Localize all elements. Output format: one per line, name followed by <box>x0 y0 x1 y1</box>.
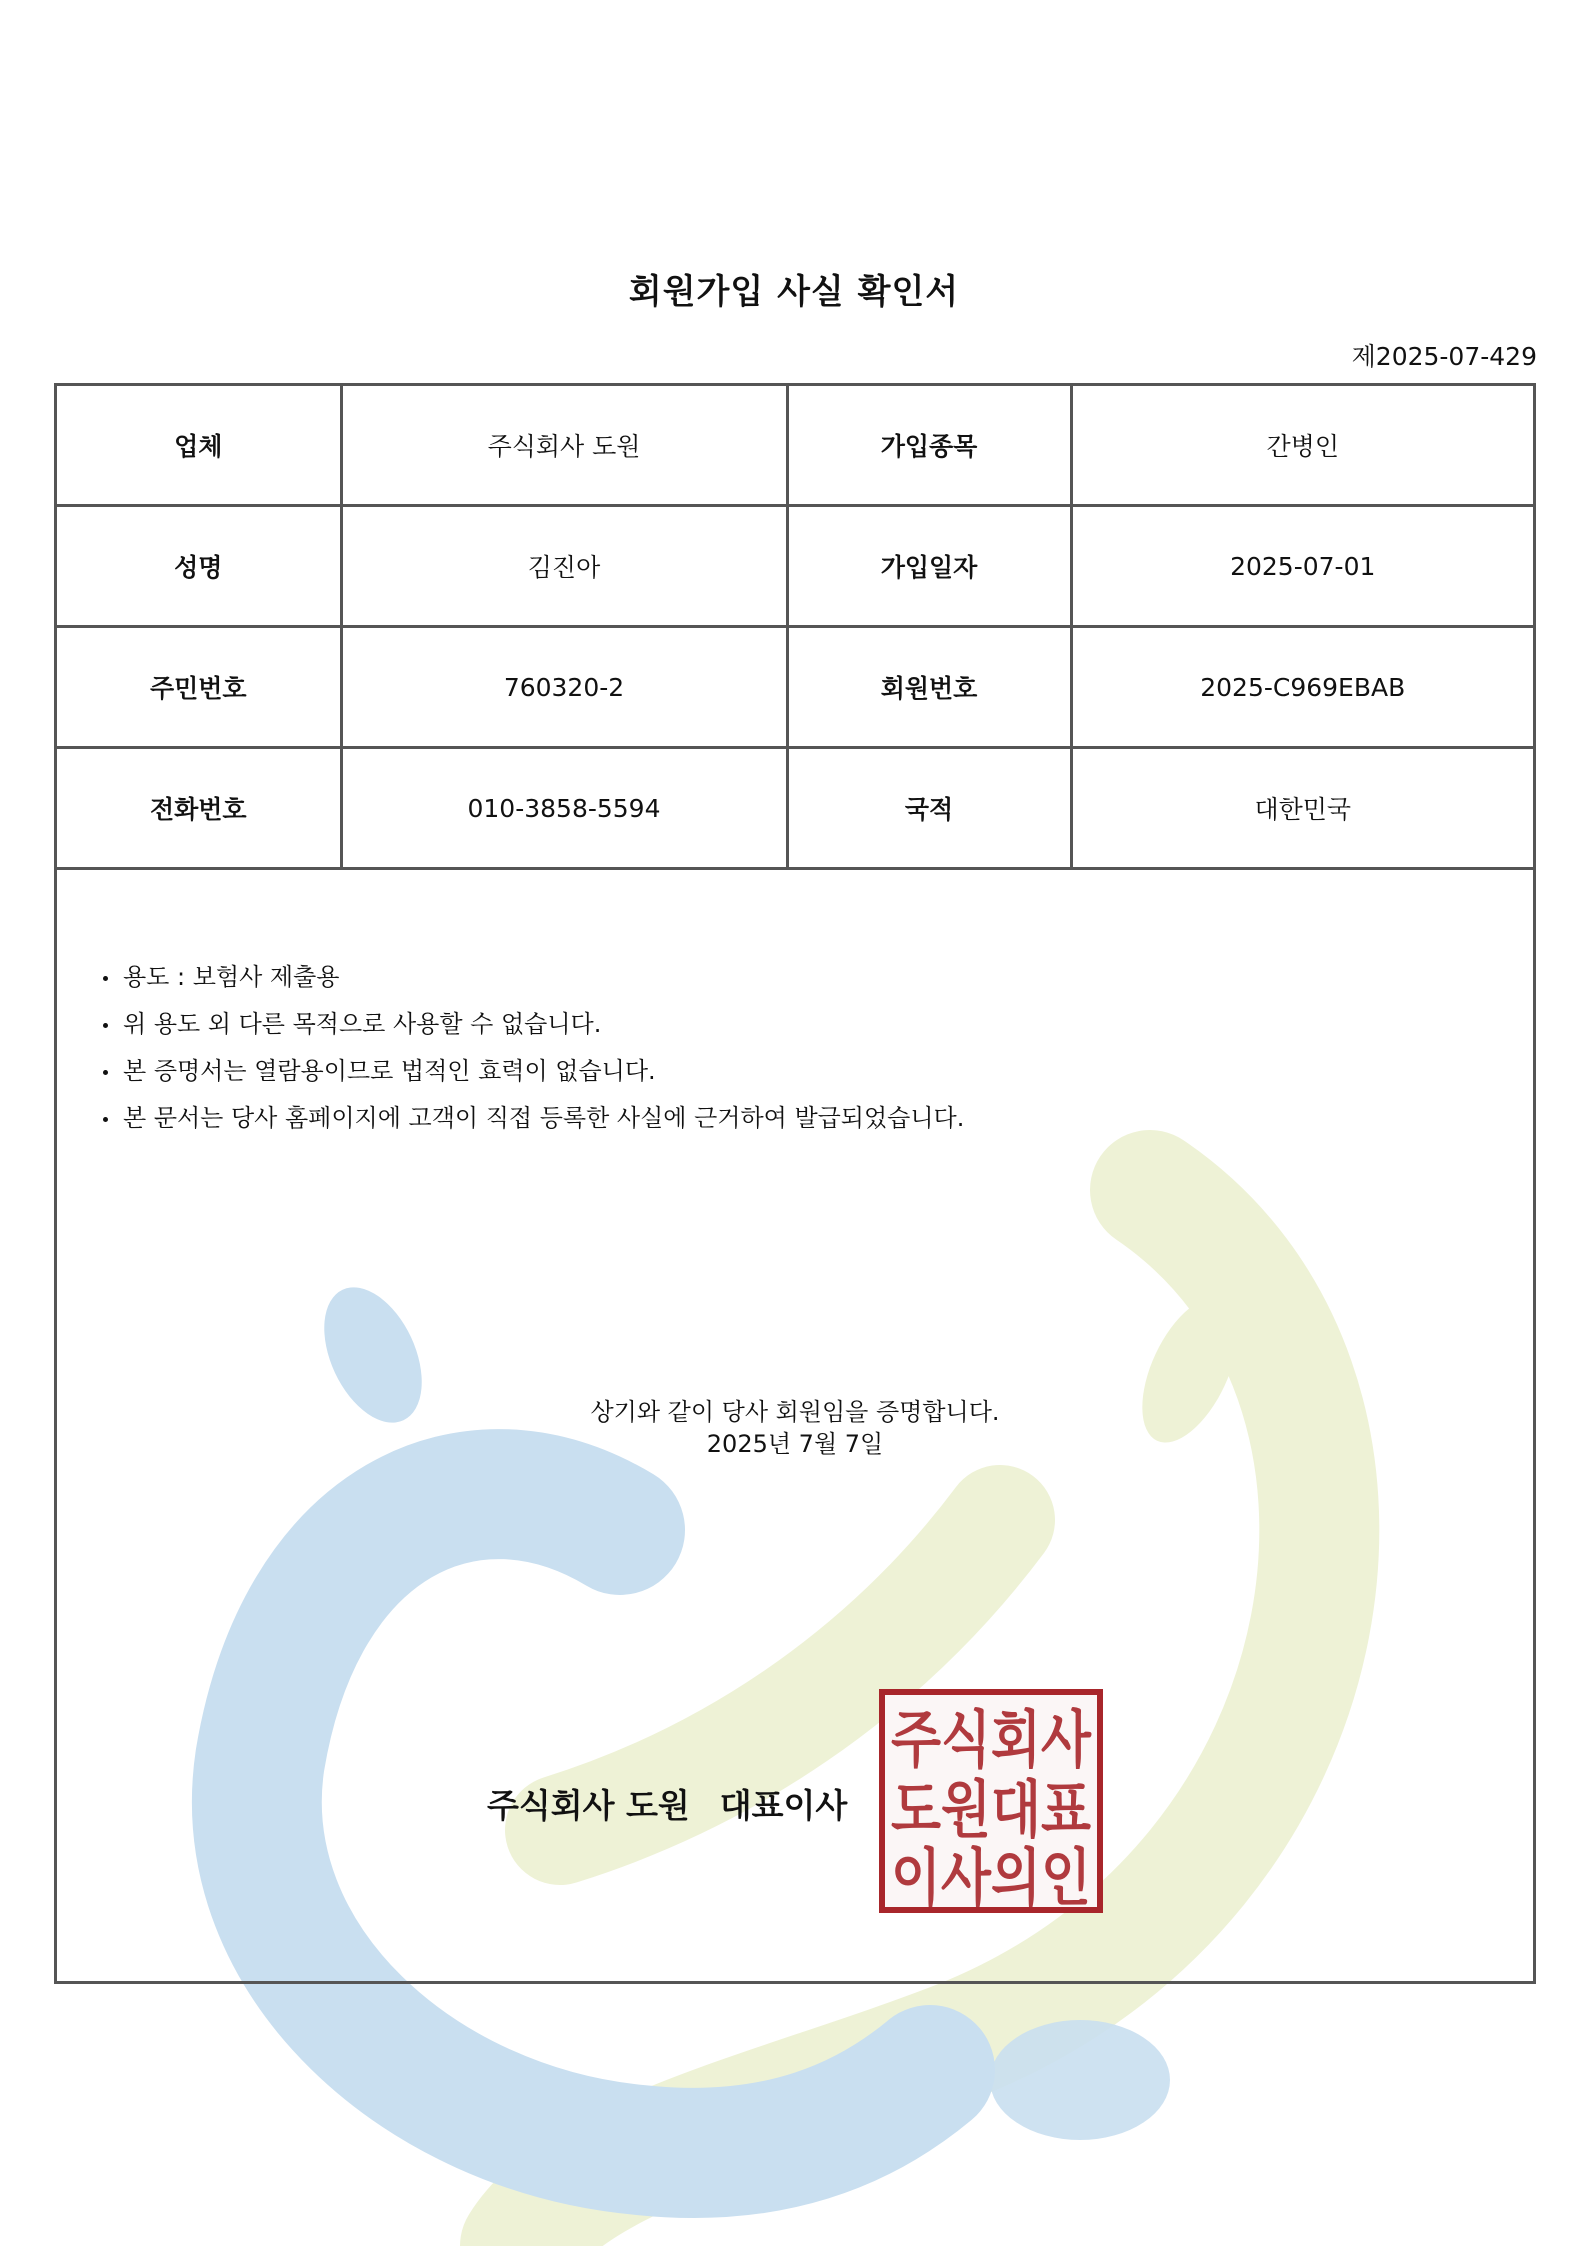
document-frame <box>54 383 1536 1984</box>
table-row <box>57 386 1533 506</box>
value-member-number: 2025-C969EBAB <box>1071 627 1533 748</box>
label-company: 업체 <box>57 386 341 506</box>
certification-statement: 상기와 같이 당사 회원임을 증명합니다. <box>590 1398 1000 1426</box>
signer-position: 대표이사 <box>719 1786 848 1825</box>
label-join-date: 가입일자 <box>787 506 1071 627</box>
member-info-table <box>57 386 1533 870</box>
label-name: 성명 <box>57 506 341 627</box>
label-nationality: 국적 <box>787 748 1071 869</box>
value-company: 주식회사 도원 <box>341 386 787 506</box>
document-title: 회원가입 사실 확인서 <box>628 272 960 312</box>
signer-company: 주식회사 도원 <box>487 1786 690 1825</box>
value-phone: 010-3858-5594 <box>341 748 787 869</box>
issue-date: 2025년 7월 7일 <box>706 1430 884 1458</box>
value-membership-type: 간병인 <box>1071 386 1533 506</box>
notice-item: 위 용도 외 다른 목적으로 사용할 수 없습니다. <box>103 1001 964 1048</box>
value-name: 김진아 <box>341 506 787 627</box>
seal-row-2: 도원대표 <box>891 1773 1092 1846</box>
table-row <box>57 748 1533 869</box>
document-number: 제2025-07-429 <box>1351 342 1537 371</box>
value-nationality: 대한민국 <box>1071 748 1533 869</box>
label-resident-number: 주민번호 <box>57 627 341 748</box>
seal-row-3: 이사의인 <box>891 1841 1091 1914</box>
value-join-date: 2025-07-01 <box>1071 506 1533 627</box>
table-row <box>57 506 1533 627</box>
notice-list <box>103 954 964 1142</box>
label-member-number: 회원번호 <box>787 627 1071 748</box>
seal-row-1: 주식회사 <box>891 1703 1092 1776</box>
company-seal <box>879 1689 1103 1913</box>
certification-block <box>57 1396 1533 1460</box>
label-membership-type: 가입종목 <box>787 386 1071 506</box>
table-row <box>57 627 1533 748</box>
signer-line <box>487 1780 847 1827</box>
notice-item: 용도 : 보험사 제출용 <box>103 954 964 1001</box>
value-resident-number: 760320-2 <box>341 627 787 748</box>
notice-item: 본 문서는 당사 홈페이지에 고객이 직접 등록한 사실에 근거하여 발급되었습니다. <box>103 1095 964 1142</box>
label-phone: 전화번호 <box>57 748 341 869</box>
notice-item: 본 증명서는 열람용이므로 법적인 효력이 없습니다. <box>103 1048 964 1095</box>
